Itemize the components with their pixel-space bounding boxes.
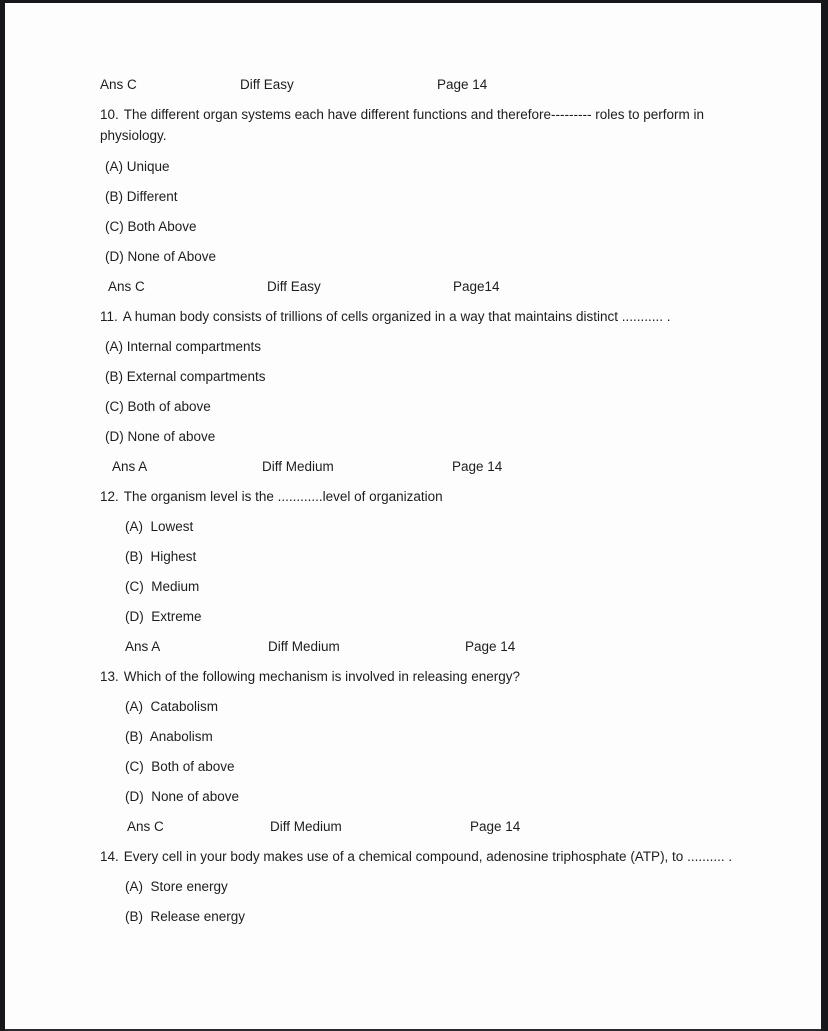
option-label: (A) Lowest [125, 519, 194, 534]
question-number: 14. [100, 849, 119, 864]
question-10 [100, 104, 718, 146]
option-item [100, 212, 740, 242]
page-ref-label: Page 14 [465, 639, 516, 654]
question-text: The different organ systems each have different functions and therefore--------- roles to perform in physiology. [100, 107, 705, 143]
question-number: 12. [100, 489, 119, 504]
option-item [100, 392, 740, 422]
question-meta-row [100, 70, 740, 100]
option-item [100, 872, 740, 902]
question-text: A human body consists of trillions of cells organized in a way that maintains distinct ........... . [122, 309, 671, 324]
option-item [100, 182, 740, 212]
page-ref-label: Page14 [453, 279, 500, 294]
option-label: (B) Anabolism [125, 729, 213, 744]
question-number: 13. [100, 669, 119, 684]
option-label: (B) Highest [125, 549, 197, 564]
option-label: (D) None of above [125, 789, 240, 804]
option-label: (D) Extreme [125, 609, 202, 624]
scan-border-left [0, 0, 5, 1031]
difficulty-label: Diff Easy [267, 279, 321, 294]
option-item [100, 782, 740, 812]
option-label: (D) None of Above [105, 249, 217, 264]
question-meta-row [100, 272, 740, 302]
option-item [100, 242, 740, 272]
option-item [100, 692, 740, 722]
page-content [100, 70, 740, 932]
option-label: (B) Different [105, 189, 178, 204]
option-item [100, 572, 740, 602]
question-14 [100, 842, 740, 872]
difficulty-label: Diff Medium [270, 819, 342, 834]
question-meta-row [100, 812, 740, 842]
question-text: The organism level is the ............level of organization [123, 489, 443, 504]
option-label: (C) Both of above [125, 759, 235, 774]
option-item [100, 902, 740, 932]
option-item [100, 722, 740, 752]
option-item [100, 332, 740, 362]
option-label: (C) Both of above [105, 399, 211, 414]
question-13 [100, 662, 740, 692]
question-number: 11. [100, 309, 118, 324]
option-item [100, 752, 740, 782]
option-label: (B) External compartments [105, 369, 266, 384]
option-item [100, 602, 740, 632]
scan-border-top [0, 0, 828, 3]
question-11 [100, 302, 740, 332]
answer-label: Ans C [100, 77, 137, 92]
page-ref-label: Page 14 [470, 819, 521, 834]
question-meta-row [100, 632, 740, 662]
scan-border-right [821, 0, 828, 1031]
option-item [100, 512, 740, 542]
page-ref-label: Page 14 [452, 459, 503, 474]
option-item [100, 152, 740, 182]
question-meta-row [100, 452, 740, 482]
option-label: (A) Store energy [125, 879, 228, 894]
option-label: (A) Unique [105, 159, 170, 174]
option-label: (D) None of above [105, 429, 216, 444]
option-label: (C) Both Above [105, 219, 197, 234]
question-12 [100, 482, 740, 512]
page-ref-label: Page 14 [437, 77, 488, 92]
question-text: Every cell in your body makes use of a chemical compound, adenosine triphosphate (ATP), to .......... . [123, 849, 733, 864]
question-text: Which of the following mechanism is involved in releasing energy? [123, 669, 520, 684]
difficulty-label: Diff Easy [240, 77, 294, 92]
option-label: (A) Internal compartments [105, 339, 262, 354]
answer-label: Ans C [108, 279, 145, 294]
answer-label: Ans A [125, 639, 161, 654]
option-item [100, 422, 740, 452]
answer-label: Ans C [127, 819, 164, 834]
option-item [100, 362, 740, 392]
option-item [100, 542, 740, 572]
option-label: (A) Catabolism [125, 699, 219, 714]
answer-label: Ans A [112, 459, 148, 474]
option-label: (C) Medium [125, 579, 200, 594]
difficulty-label: Diff Medium [262, 459, 334, 474]
question-number: 10. [100, 107, 119, 122]
option-label: (B) Release energy [125, 909, 246, 924]
difficulty-label: Diff Medium [268, 639, 340, 654]
